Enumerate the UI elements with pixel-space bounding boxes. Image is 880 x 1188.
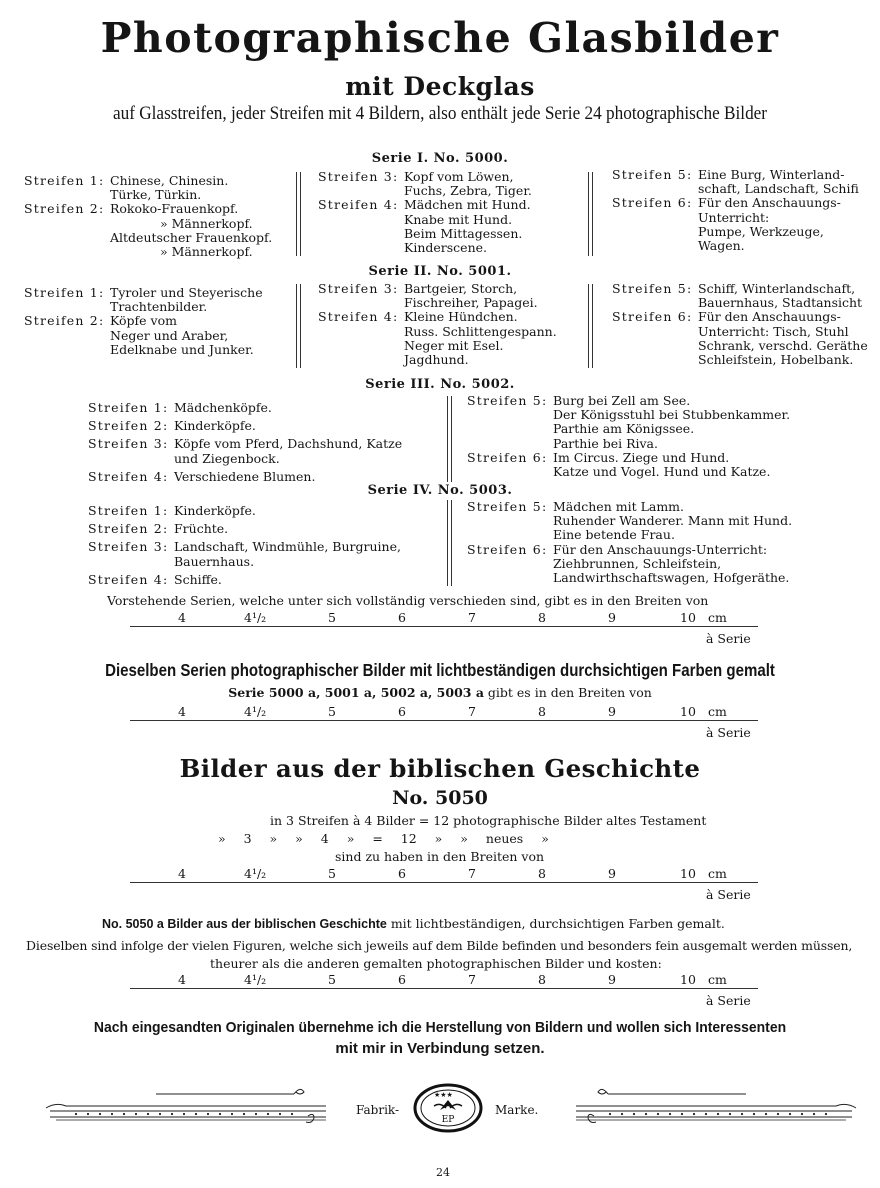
streifen-text: Unterricht: Tisch, Stuhl [698, 323, 849, 339]
streifen-line [88, 522, 438, 536]
sizes-row [0, 866, 880, 882]
streifen-line [24, 202, 284, 216]
size-value: 8 [538, 704, 546, 719]
streifen-text: und Ziegenbock. [174, 450, 280, 466]
logo-letters: EP [441, 1115, 455, 1125]
streifen-line [24, 286, 284, 300]
serie-column [24, 174, 284, 259]
size-value: 5 [328, 610, 336, 625]
streifen-text: Mädchen mit Lamm. [553, 499, 685, 514]
streifen-line [88, 452, 438, 466]
streifen-line [318, 184, 578, 198]
streifen-line [318, 241, 578, 255]
streifen-text: Für den Anschauungs- [698, 195, 841, 211]
streifen-text: Früchte. [174, 521, 229, 537]
column-divider [588, 284, 593, 368]
colored-heading: Dieselben Serien photographischer Bilder mit lichtbeständigen durchsichtigen Farben gemalt [105, 660, 775, 680]
streifen-label: Streifen 1: [24, 173, 105, 188]
sizes-row [0, 610, 880, 626]
streifen-label: Streifen 4: [318, 197, 399, 213]
streifen-text: Neger mit Esel. [404, 337, 504, 353]
streifen-text: Schiffe. [174, 571, 222, 587]
streifen-text: Köpfe vom [110, 313, 177, 329]
colored-series-text: gibt es in den Breiten von [487, 685, 652, 700]
streifen-text: Köpfe vom Pferd, Dachshund, Katze [174, 436, 403, 452]
streifen-text: Türke, Türkin. [110, 187, 202, 203]
streifen-line [88, 470, 438, 484]
streifen-line [24, 329, 284, 343]
unit-cm: cm [708, 610, 727, 625]
streifen-text: Parthie am Königssee. [553, 421, 695, 437]
bible-line-1: in 3 Streifen à 4 Bilder = 12 photographische Bilder altes Testament [270, 813, 707, 828]
size-value: 10 [680, 866, 696, 881]
streifen-line [467, 422, 867, 436]
size-value: 5 [328, 972, 336, 987]
size-value: 6 [398, 610, 406, 625]
bible-a-line-2: Dieselben sind infolge der vielen Figuren, welche sich jeweils auf dem Bilde befinden und besonders fein ausgemalt werden müssen, [26, 938, 853, 953]
streifen-text: Bauernhaus, Stadtansicht [698, 295, 863, 311]
streifen-text: Wagen. [698, 237, 745, 253]
streifen-line [612, 296, 872, 310]
streifen-line [467, 571, 867, 585]
bible-number: No. 5050 [392, 787, 488, 809]
size-value: 4 [178, 704, 186, 719]
streifen-label: Streifen 4: [88, 571, 169, 587]
streifen-label: Streifen 3: [88, 436, 169, 452]
size-value: 4 [178, 972, 186, 987]
size-value: 8 [538, 972, 546, 987]
size-value: 8 [538, 610, 546, 625]
streifen-text: Burg bei Zell am See. [553, 393, 691, 408]
size-value: 4¹/₂ [244, 610, 267, 625]
streifen-line [88, 419, 438, 433]
streifen-line [24, 217, 284, 231]
streifen-line [24, 174, 284, 188]
fabrik-label: Fabrik- [356, 1103, 400, 1117]
size-value: 7 [468, 610, 476, 625]
closing-line-2: mit mir in Verbindung setzen. [335, 1040, 545, 1057]
price-rule [130, 720, 758, 721]
streifen-text: Katze und Vogel. Hund und Katze. [553, 463, 771, 479]
intro-line: auf Glasstreifen, jeder Streifen mit 4 Bildern, also enthält jede Serie 24 photographische Bilder [112, 104, 768, 124]
streifen-line [467, 437, 867, 451]
streifen-label: Streifen 6: [612, 309, 693, 325]
streifen-line [612, 310, 872, 324]
streifen-line [24, 314, 284, 328]
streifen-text: Kinderköpfe. [174, 418, 256, 434]
streifen-line [467, 394, 867, 408]
streifen-text: Knabe mit Hund. [404, 211, 513, 227]
streifen-text: Mädchen mit Hund. [404, 197, 531, 213]
streifen-line [318, 282, 578, 296]
streifen-label: Streifen 2: [24, 313, 105, 329]
streifen-text: Russ. Schlittengespann. [404, 323, 557, 339]
streifen-line [467, 557, 867, 571]
streifen-text: Eine betende Frau. [553, 527, 675, 543]
streifen-line [612, 225, 872, 239]
streifen-text: Bauernhaus. [174, 553, 255, 569]
streifen-line [88, 401, 438, 415]
sizes-row [0, 972, 880, 988]
streifen-text: Bartgeier, Storch, [404, 281, 518, 296]
column-divider [447, 500, 452, 586]
streifen-text: Kopf vom Löwen, [404, 169, 514, 184]
column-divider [447, 396, 452, 482]
size-value: 10 [680, 972, 696, 987]
streifen-line [24, 188, 284, 202]
streifen-line [24, 343, 284, 357]
streifen-text: Für den Anschauungs- [698, 309, 841, 325]
sizes-intro: Vorstehende Serien, welche unter sich vollständig verschieden sind, gibt es in den Breiten von [107, 593, 709, 608]
streifen-text: Unterricht: [698, 209, 770, 225]
serie-column [318, 170, 578, 255]
size-value: 6 [398, 866, 406, 881]
serie-heading: Serie I. No. 5000. [371, 151, 509, 166]
size-value: 6 [398, 972, 406, 987]
streifen-text: Landwirthschaftswagen, Hofgeräthe. [553, 569, 790, 585]
streifen-line [318, 310, 578, 324]
bible-a-rest: mit lichtbeständigen, durchsichtigen Farben gemalt. [390, 916, 725, 931]
streifen-text: Edelknabe und Junker. [110, 341, 254, 357]
streifen-line [612, 339, 872, 353]
streifen-text: Eine Burg, Winterland- [698, 167, 845, 182]
streifen-text: Ruhender Wanderer. Mann mit Hund. [553, 513, 793, 529]
bible-a-line-1 [102, 916, 725, 931]
right-ornament [566, 1080, 866, 1124]
streifen-line [467, 500, 867, 514]
size-value: 9 [608, 972, 616, 987]
size-value: 9 [608, 610, 616, 625]
streifen-text: Schrank, verschd. Geräthe [698, 337, 868, 353]
streifen-text: Fischreiher, Papagei. [404, 295, 538, 311]
size-value: 4¹/₂ [244, 704, 267, 719]
streifen-label: Streifen 6: [467, 449, 548, 465]
serie-column [318, 282, 578, 367]
streifen-line [612, 239, 872, 253]
streifen-line [88, 437, 438, 451]
streifen-text: Rokoko-Frauenkopf. [110, 201, 239, 217]
streifen-line [24, 231, 284, 245]
streifen-line [318, 353, 578, 367]
streifen-line [318, 339, 578, 353]
streifen-line [318, 213, 578, 227]
streifen-label: Streifen 5: [612, 167, 693, 182]
streifen-line [88, 555, 438, 569]
streifen-text: Chinese, Chinesin. [110, 173, 229, 188]
streifen-line [467, 465, 867, 479]
a-serie-label: à Serie [706, 993, 751, 1008]
streifen-text: Kleine Hündchen. [404, 309, 518, 325]
streifen-text: Der Königsstuhl bei Stubbenkammer. [553, 407, 791, 423]
streifen-label: Streifen 3: [88, 539, 169, 555]
size-value: 9 [608, 866, 616, 881]
trademark-logo [412, 1082, 484, 1134]
streifen-text: Schiff, Winterlandschaft, [698, 281, 856, 296]
streifen-label: Streifen 2: [88, 521, 169, 537]
streifen-line [612, 168, 872, 182]
streifen-label: Streifen 3: [318, 281, 399, 296]
size-value: 4 [178, 610, 186, 625]
streifen-label: Streifen 3: [318, 169, 399, 184]
bible-a-bold: No. 5050 a Bilder aus der biblischen Geschichte [102, 917, 387, 931]
serie-column [467, 500, 867, 585]
streifen-label: Streifen 1: [24, 285, 105, 300]
streifen-label: Streifen 6: [467, 541, 548, 557]
streifen-line [318, 227, 578, 241]
streifen-label: Streifen 6: [612, 195, 693, 211]
serie-heading: Serie II. No. 5001. [368, 264, 512, 279]
streifen-text: Altdeutscher Frauenkopf. [110, 229, 273, 245]
streifen-text: Ziehbrunnen, Schleifstein, [553, 555, 722, 571]
page-subtitle: mit Deckglas [345, 72, 535, 101]
streifen-line [88, 504, 438, 518]
size-value: 5 [328, 704, 336, 719]
serie-heading: Serie IV. No. 5003. [367, 483, 513, 498]
unit-cm: cm [708, 972, 727, 987]
streifen-text: Parthie bei Riva. [553, 435, 658, 451]
streifen-label: Streifen 5: [612, 281, 693, 296]
size-value: 7 [468, 972, 476, 987]
colored-series-numbers: Serie 5000 a, 5001 a, 5002 a, 5003 a [228, 685, 484, 700]
size-value: 4 [178, 866, 186, 881]
streifen-line [467, 543, 867, 557]
size-value: 7 [468, 704, 476, 719]
streifen-line [612, 182, 872, 196]
marke-label: Marke. [495, 1103, 539, 1117]
streifen-text: Neger und Araber, [110, 327, 229, 343]
streifen-line [318, 170, 578, 184]
streifen-label: Streifen 5: [467, 393, 548, 408]
serie-column [612, 168, 872, 253]
colored-series-line [0, 685, 880, 700]
streifen-text: » Männerkopf. [160, 215, 253, 231]
streifen-text: Trachtenbilder. [110, 299, 208, 315]
bible-line-2: » 3 » » 4 » = 12 » » neues » [218, 831, 549, 846]
streifen-text: Jagdhund. [404, 351, 469, 367]
streifen-line [612, 211, 872, 225]
size-value: 6 [398, 704, 406, 719]
streifen-label: Streifen 2: [24, 201, 105, 217]
streifen-line [467, 408, 867, 422]
page-title: Photographische Glasbilder [100, 14, 780, 62]
column-divider [588, 172, 593, 256]
a-serie-label: à Serie [706, 887, 751, 902]
left-ornament [36, 1080, 336, 1124]
streifen-line [24, 245, 284, 259]
streifen-line [612, 325, 872, 339]
streifen-label: Streifen 4: [88, 468, 169, 484]
closing-line-1: Nach eingesandten Originalen übernehme ich die Herstellung von Bildern und wollen sich Interessenten [93, 1019, 787, 1036]
size-value: 4¹/₂ [244, 866, 267, 881]
streifen-text: Landschaft, Windmühle, Burgruine, [174, 539, 401, 555]
sizes-row [0, 704, 880, 720]
serie-column [88, 397, 438, 484]
streifen-line [318, 325, 578, 339]
streifen-text: Verschiedene Blumen. [174, 468, 316, 484]
size-value: 10 [680, 610, 696, 625]
serie-heading: Serie III. No. 5002. [365, 377, 515, 392]
svg-text:★★★: ★★★ [434, 1091, 453, 1099]
streifen-line [612, 196, 872, 210]
price-rule [130, 882, 758, 883]
page-number: 24 [436, 1166, 450, 1179]
serie-column [467, 394, 867, 479]
streifen-line [467, 514, 867, 528]
size-value: 9 [608, 704, 616, 719]
streifen-text: Im Circus. Ziege und Hund. [553, 449, 730, 465]
price-rule [130, 626, 758, 627]
streifen-text: Kinderscene. [404, 239, 487, 255]
size-value: 10 [680, 704, 696, 719]
streifen-line [318, 296, 578, 310]
streifen-text: Beim Mittagessen. [404, 225, 523, 241]
serie-column [612, 282, 872, 367]
streifen-line [88, 540, 438, 554]
bible-title: Bilder aus der biblischen Geschichte [179, 754, 701, 783]
unit-cm: cm [708, 866, 727, 881]
streifen-text: Fuchs, Zebra, Tiger. [404, 183, 532, 199]
streifen-label: Streifen 2: [88, 418, 169, 434]
size-value: 7 [468, 866, 476, 881]
streifen-text: Pumpe, Werkzeuge, [698, 223, 824, 239]
price-rule [130, 988, 758, 989]
streifen-line [318, 198, 578, 212]
column-divider [296, 284, 301, 368]
a-serie-label: à Serie [706, 631, 751, 646]
streifen-text: Für den Anschauungs-Unterricht: [553, 541, 768, 557]
streifen-text: Schleifstein, Hobelbank. [698, 351, 854, 367]
column-divider [296, 172, 301, 256]
streifen-line [467, 528, 867, 542]
a-serie-label: à Serie [706, 725, 751, 740]
streifen-text: » Männerkopf. [160, 243, 253, 259]
serie-column [24, 286, 284, 357]
streifen-label: Streifen 1: [88, 503, 169, 518]
streifen-text: Mädchenköpfe. [174, 400, 272, 415]
streifen-label: Streifen 5: [467, 499, 548, 514]
streifen-label: Streifen 4: [318, 309, 399, 325]
size-value: 8 [538, 866, 546, 881]
streifen-text: Kinderköpfe. [174, 503, 256, 518]
serie-column [88, 500, 438, 587]
streifen-line [467, 451, 867, 465]
bible-line-3: sind zu haben in den Breiten von [335, 849, 545, 864]
streifen-line [88, 573, 438, 587]
size-value: 5 [328, 866, 336, 881]
streifen-line [24, 300, 284, 314]
streifen-label: Streifen 1: [88, 400, 169, 415]
bible-a-line-3: theurer als die anderen gemalten photographischen Bilder und kosten: [210, 956, 662, 971]
streifen-line [612, 282, 872, 296]
size-value: 4¹/₂ [244, 972, 267, 987]
streifen-text: schaft, Landschaft, Schifi [698, 181, 859, 197]
streifen-line [612, 353, 872, 367]
unit-cm: cm [708, 704, 727, 719]
streifen-text: Tyroler und Steyerische [110, 285, 263, 300]
